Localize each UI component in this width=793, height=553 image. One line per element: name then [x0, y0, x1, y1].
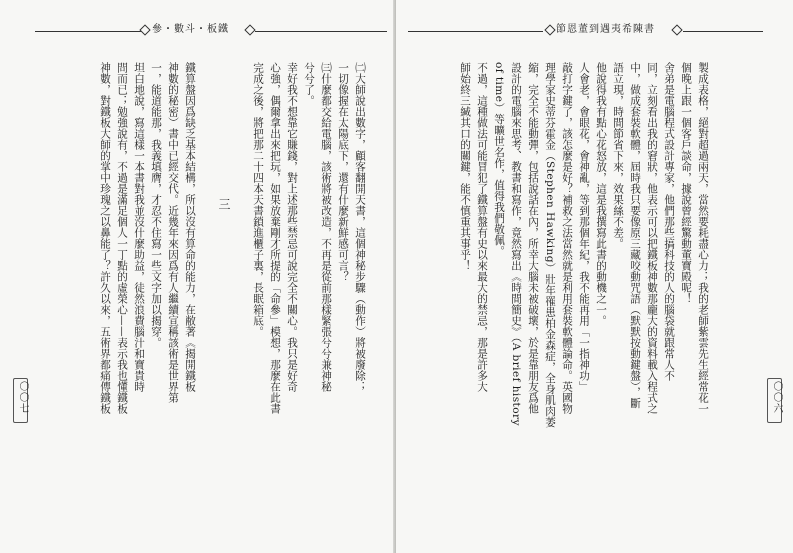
left-page-text	[96, 62, 368, 476]
header-ornament	[244, 24, 255, 35]
header-rule-left-end	[255, 31, 387, 32]
text-column: 一切像握在太陽底下，還有什麼新鮮感可言？	[337, 62, 349, 282]
text-column: 幸好我不想靠它賺錢，對上述那些禁忌可說完全不關心。我只是好奇	[286, 62, 298, 392]
text-column: 問而已；勉強說有，不過是滿足個人一丁點的虛榮心——表示我也懂鐵板	[116, 62, 128, 414]
text-column: 鐵算盤因爲缺乏基本結構，所以沒有算命的能力，在敝著《揭開鐵板	[184, 62, 196, 392]
header-ornament	[139, 24, 150, 35]
text-column: 他說得我有點心花怒放，這是我撰寫此書的動機之一。	[595, 62, 607, 326]
right-page-text	[456, 62, 711, 476]
page-number-right: 〇〇六	[771, 381, 782, 414]
text-column: 神數的秘密）書中已經交代。近幾年來因爲有人繼續宣稱該術是世界第	[167, 62, 179, 403]
text-column: 神數，對鐵板大師的掌中珍瑰之以鼻能了？許久以來，五術界都痛傳鐵板	[99, 62, 111, 414]
header-ornament	[671, 24, 682, 35]
text-column: 敲打字鍵了，該怎麼是好？補救之法當然就是利用套裝軟體論命。英國物	[561, 62, 573, 414]
text-column: 人會老，會眼花，會神亂，等到那個年紀，我不能再用「一指神功」	[578, 62, 590, 392]
text-column: ㈡大師說出數字，顧客翻開天書，這個神秘步驟（動作）將被廢除；	[354, 62, 366, 392]
text-column: 縮，完全不能動彈，包括說話在內，所幸大腦未被破壞，於是靠朋友爲他	[527, 62, 539, 414]
section-heading: 三	[217, 198, 231, 212]
running-header-right: 節恩董到遇夷希陳書	[556, 24, 655, 35]
header-rule-left	[35, 31, 142, 32]
text-column: 一，能道能那，我義填膺，才忍不住寫一些文字加以揭穿。	[150, 62, 162, 348]
running-header-left: 參・數斗・板鐵	[152, 24, 229, 35]
header-ornament	[544, 24, 555, 35]
header-rule-right	[683, 31, 763, 32]
blank-column	[232, 62, 249, 476]
text-column: 同，立刻看出我的窘狀，他表示可以把鐵板神數那龐大的資料載入程式之	[646, 62, 658, 414]
text-column: 舍弟是電腦程式設計專家，他們那些搞科技的人的腦袋就跟常人不	[663, 62, 675, 381]
text-column: ㈢什麼都交給電腦，該術將被改造，不再是從前那樣緊張兮兮兼神秘	[320, 62, 332, 392]
text-column: 製成表格，絕對超過兩天，當然要耗盡心力；我的老師紫雲先生經常花一	[697, 62, 709, 414]
text-column: 中，做成套裝軟體，屆時我只要像原三藏咬動咒語（默默按動鍵盤），斷	[629, 62, 641, 409]
text-column: 理學家史蒂芬霍金（Stephen Hawking）壯年罹患柏金森症，全身肌肉萎	[544, 62, 556, 428]
text-column: 語立現，時間節省下來，效果絲不差。	[612, 62, 624, 249]
text-column: 兮兮了。	[303, 62, 315, 106]
text-column: 心強，偶爾拿出來把玩，如果放棄剛才所提的「命參」模想，那麼在此書	[269, 62, 281, 414]
right-page	[396, 0, 793, 553]
left-page	[0, 0, 396, 553]
text-column: 不過，這種做法可能冒犯了鐵算盤有史以來最大的禁忌，那是許多大	[476, 62, 488, 392]
page-number-left: 〇〇七	[17, 381, 28, 414]
text-column: 坦白地說，寫這樣一本書對我並沒什麼助益，徒然浪費腦汁和寶貴時	[133, 62, 145, 392]
header-rule-right-start	[408, 31, 543, 32]
text-column: 師始終三緘其口的關鍵，能不慎重其事乎！	[459, 62, 471, 271]
text-column: 完成之後，將把那二十四本天書鎖進櫃子裏，長眠箱底。	[252, 62, 264, 337]
text-column: 個晚上跟一個客戶談命，據說曾經驚動董寶殿呢！	[680, 62, 692, 304]
text-column: of time）等曠世名作，值得我們敬佩。	[493, 62, 505, 257]
text-column: 設計的電腦來思考、教書和寫作，竟然寫出《時間簡史》（A brief history	[510, 62, 522, 426]
blank-column	[198, 62, 215, 476]
